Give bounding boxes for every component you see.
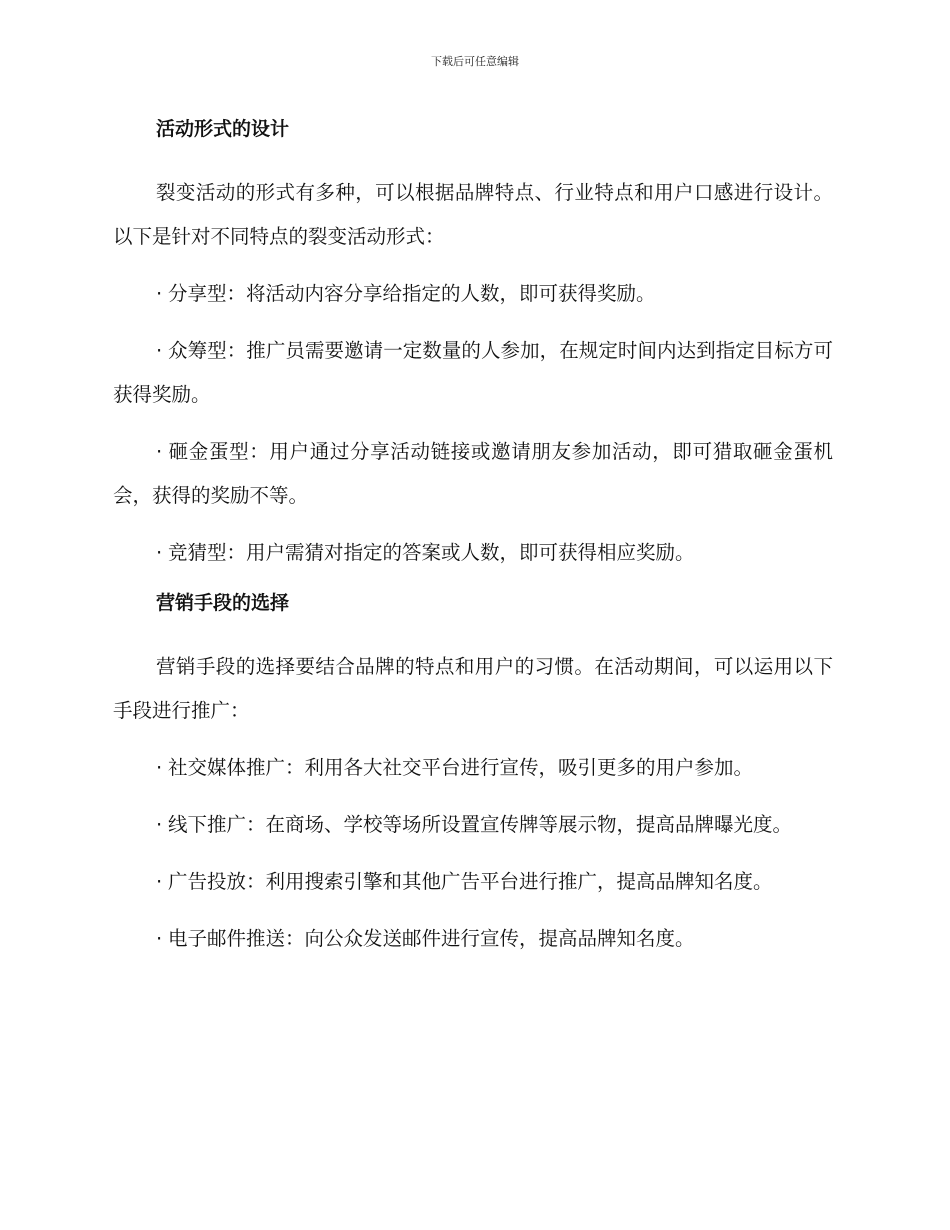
section-intro-activity-format: 裂变活动的形式有多种，可以根据品牌特点、行业特点和用户口感进行设计。以下是针对不同特点的裂变活动形式： — [113, 181, 833, 248]
bullet-text: 电子邮件推送：向公众发送邮件进行宣传，提高品牌知名度。 — [168, 927, 695, 950]
bullet-item — [113, 329, 833, 417]
bullet-text: 线下推广：在商场、学校等场所设置宣传牌等展示物，提高品牌曝光度。 — [168, 813, 793, 836]
bullet-text: 众筹型：推广员需要邀请一定数量的人参加，在规定时间内达到指定目标方可获得奖励。 — [113, 339, 833, 406]
bullet-item — [113, 531, 833, 575]
bullet-item — [113, 272, 833, 316]
bullet-item — [113, 860, 833, 904]
section-heading-marketing-means: 营销手段的选择 — [156, 592, 290, 614]
bullet-text: 砸金蛋型：用户通过分享活动链接或邀请朋友参加活动，即可猎取砸金蛋机会，获得的奖励不等。 — [113, 440, 833, 507]
bullet-dot: · — [156, 282, 163, 305]
section-heading-activity-format: 活动形式的设计 — [156, 118, 290, 140]
bullet-item — [113, 803, 833, 847]
bullet-text: 竞猜型：用户需猜对指定的答案或人数，即可获得相应奖励。 — [168, 541, 695, 564]
bullet-item — [113, 746, 833, 790]
bullet-dot: · — [156, 440, 163, 463]
bullet-dot: · — [156, 813, 163, 836]
bullet-dot: · — [156, 756, 163, 779]
bullet-dot: · — [156, 927, 163, 950]
section-intro-marketing-means: 营销手段的选择要结合品牌的特点和用户的习惯。在活动期间，可以运用以下手段进行推广： — [113, 655, 833, 722]
bullet-dot: · — [156, 870, 163, 893]
page-header: 下载后可任意编辑 — [431, 55, 519, 68]
bullet-item — [113, 917, 833, 961]
bullet-dot: · — [156, 541, 163, 564]
bullet-text: 分享型：将活动内容分享给指定的人数，即可获得奖励。 — [168, 282, 656, 305]
document-body — [113, 114, 833, 974]
bullet-text: 广告投放：利用搜索引擎和其他广告平台进行推广，提高品牌知名度。 — [168, 870, 773, 893]
bullet-dot: · — [156, 339, 163, 362]
bullet-item — [113, 430, 833, 518]
bullet-text: 社交媒体推广：利用各大社交平台进行宣传，吸引更多的用户参加。 — [168, 756, 754, 779]
